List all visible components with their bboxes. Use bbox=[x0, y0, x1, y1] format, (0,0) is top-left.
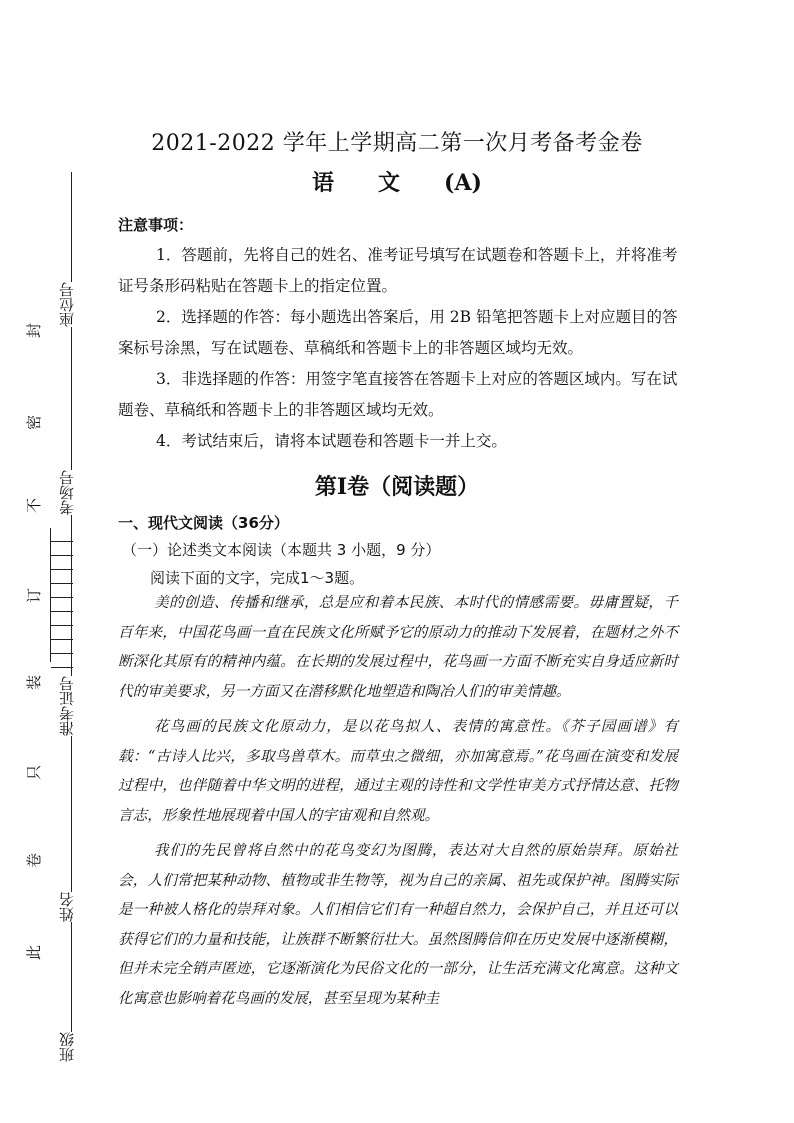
admission-number-label: 准考证号 bbox=[58, 676, 76, 736]
article-paragraph: 美的创造、传播和继承，总是应和着本民族、本时代的情感需要。毋庸置疑，千百年来，中国花鸟画一直在民族文化所赋予它的原动力的推动下发展着，在题材之外不断深化其原有的精神内蕴。在长期的发展过程中，花鸟画一方面不断充实自身适应新时代的审美要求，另一方面又在潜移默化地塑造和陶冶人们的审美情趣。 bbox=[118, 594, 678, 700]
exam-subject: 语 文 (A) bbox=[312, 170, 482, 196]
notice-item-2: 2．选择题的作答：每小题选出答案后，用 2B 铅笔把答题卡上对应题目的答案标号涂黑，写在试题卷、草稿纸和答题卡上的非答题区域均无效。 bbox=[118, 308, 678, 357]
sub-heading: （一）论述类文本阅读（本题共 3 小题，9 分） bbox=[122, 541, 441, 559]
class-label: 班级 bbox=[58, 1032, 76, 1062]
part-heading: 一、现代文阅读（36分） bbox=[118, 514, 289, 532]
article-paragraph: 花鸟画的民族文化原动力，是以花鸟拟人、表情的寓意性。《芥子园画谱》有载：“古诗人比兴，多取鸟兽草木。而草虫之微细，亦加寓意焉。”花鸟画在演变和发展过程中，也伴随着中华文明的进程，通过主观的诗性和文学性审美方式抒情达意、托物言志，形象性地展现着中国人的宇宙观和自然观。 bbox=[118, 718, 678, 824]
seat-number-label: 座位号 bbox=[58, 282, 76, 327]
notice-item-1: 1．答题前，先将自己的姓名、准考证号填写在试题卷和答题卡上，并将准考证号条形码粘贴在答题卡上的指定位置。 bbox=[118, 246, 678, 295]
seal-char-3: 不 bbox=[25, 497, 44, 514]
seal-char-4: 订 bbox=[25, 587, 44, 604]
seal-char-5: 装 bbox=[25, 674, 44, 691]
reading-instruction: 阅读下面的文字，完成1～3题。 bbox=[150, 569, 365, 587]
seal-char-8: 此 bbox=[25, 944, 44, 961]
notice-item-3: 3．非选择题的作答：用签字笔直接答在答题卡上对应的答题区域内。写在试题卷、草稿纸和答题卡上的非答题区域均无效。 bbox=[118, 370, 678, 419]
notice-heading: 注意事项： bbox=[118, 216, 194, 234]
seal-char-7: 卷 bbox=[25, 852, 44, 869]
article-body bbox=[118, 588, 678, 1013]
seal-char-1: 封 bbox=[25, 322, 44, 339]
exam-number-boxes bbox=[50, 528, 73, 662]
exam-title: 2021-2022 学年上学期高二第一次月考备考金卷 bbox=[151, 131, 643, 156]
notice-item-4: 4．考试结束后，请将本试题卷和答题卡一并上交。 bbox=[156, 432, 507, 450]
seal-char-6: 只 bbox=[25, 764, 44, 781]
name-label: 姓名 bbox=[58, 892, 76, 922]
article-paragraph: 我们的先民曾将自然中的花鸟变幻为图腾，表达对大自然的原始崇拜。原始社会，人们常把某种动物、植物或非生物等，视为自己的亲属、祖先或保护神。图腾实际是一种被人格化的崇拜对象。人们相信它们有一种超自然力，会保护自己，并且还可以获得它们的力量和技能，让族群不断繁衍壮大。虽然图腾信仰在历史发展中逐渐模糊，但并未完全销声匿迹，它逐渐演化为民俗文化的一部分，让生活充满文化寓意。这种文化寓意也影响着花鸟画的发展，甚至呈现为某种圭 bbox=[118, 842, 678, 1007]
exam-room-label: 考场号 bbox=[58, 470, 76, 515]
section-title: 第Ⅰ卷（阅读题） bbox=[314, 474, 480, 500]
seal-char-2: 密 bbox=[25, 414, 44, 431]
